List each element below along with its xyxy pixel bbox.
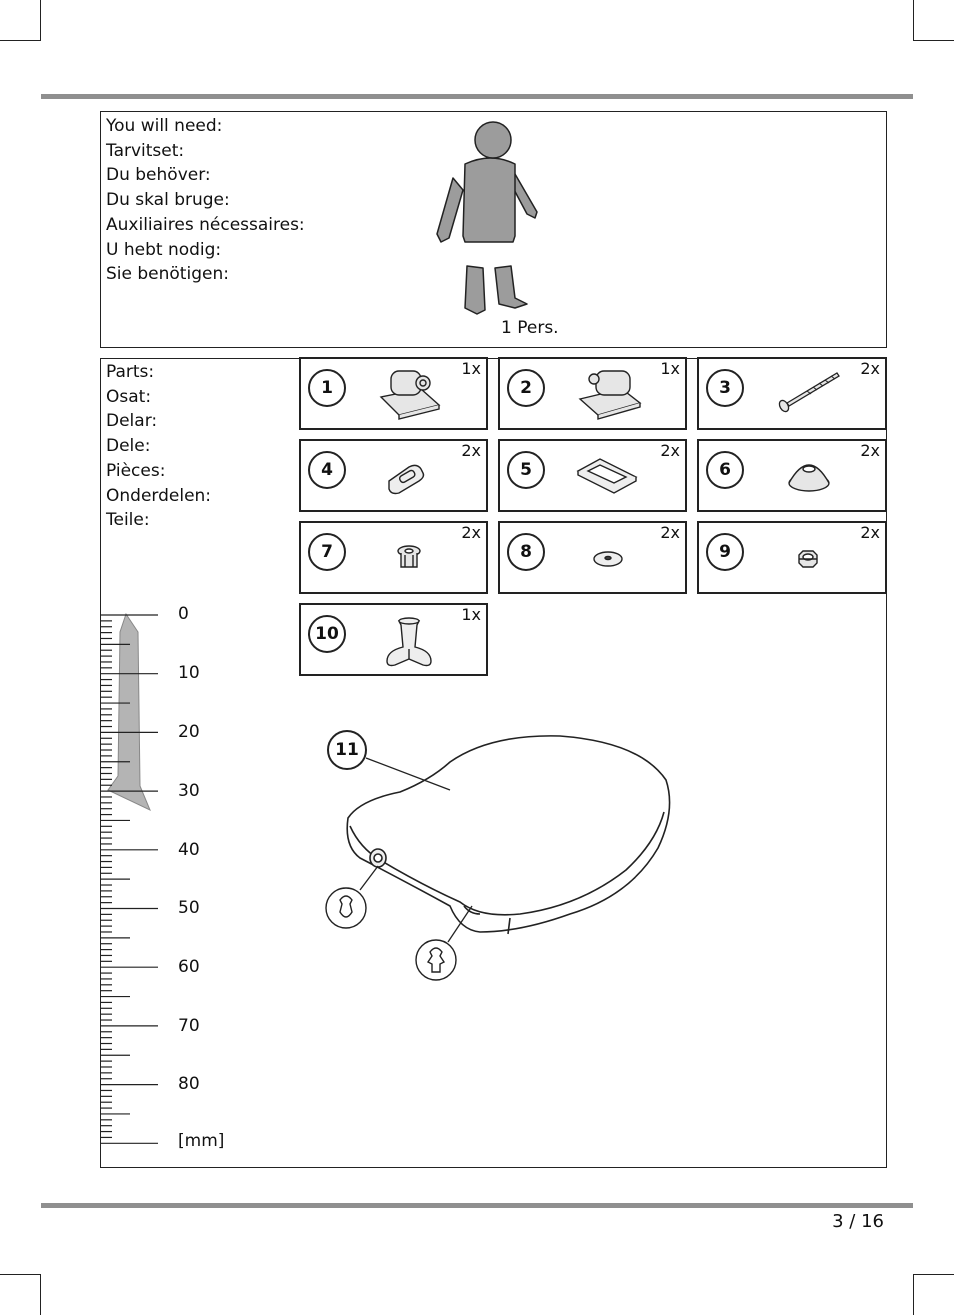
parts-line: Osat: xyxy=(106,386,152,407)
person-icon xyxy=(431,118,551,318)
req-line: Du skal bruge: xyxy=(106,190,230,211)
parts-line: Onderdelen: xyxy=(106,485,212,506)
part-number: 6 xyxy=(706,451,744,489)
part-quantity: 1x xyxy=(461,359,481,378)
page-number: 3 / 16 xyxy=(832,1211,884,1232)
crop-mark xyxy=(913,40,954,41)
part-card xyxy=(299,357,488,430)
req-line: Sie benötigen: xyxy=(106,264,229,285)
part-card xyxy=(697,357,887,430)
requirements-text xyxy=(106,114,305,287)
person-label: 1 Pers. xyxy=(501,318,559,338)
flat-washer-icon xyxy=(560,525,670,591)
crop-mark xyxy=(0,40,41,41)
part-card xyxy=(299,603,488,676)
bolt-icon xyxy=(759,361,869,427)
ruler-label: 20 xyxy=(178,722,200,742)
parts-line: Teile: xyxy=(106,510,150,531)
part-card xyxy=(299,439,488,512)
rubber-pad-icon xyxy=(560,443,670,509)
part-quantity: 1x xyxy=(461,605,481,624)
part-quantity: 2x xyxy=(860,523,880,542)
part-quantity: 2x xyxy=(860,359,880,378)
parts-text xyxy=(106,360,211,533)
bottom-rule xyxy=(41,1203,913,1208)
ruler-label: 50 xyxy=(178,898,200,918)
hex-nut-icon xyxy=(759,525,869,591)
part-quantity: 1x xyxy=(660,359,680,378)
req-line: You will need: xyxy=(106,116,223,136)
expansion-plug-icon xyxy=(361,525,471,591)
part-quantity: 2x xyxy=(660,523,680,542)
crop-mark xyxy=(0,1274,41,1275)
ruler-label: 40 xyxy=(178,840,200,860)
toilet-seat-illustration xyxy=(320,700,680,990)
ruler-label: 70 xyxy=(178,1016,200,1036)
ruler-label: 0 xyxy=(178,604,189,624)
part-card xyxy=(697,521,887,594)
ruler-label: 10 xyxy=(178,663,200,683)
ruler-label: 30 xyxy=(178,781,200,801)
cone-washer-icon xyxy=(759,443,869,509)
part-card xyxy=(498,439,687,512)
part-number: 8 xyxy=(507,533,545,571)
parts-line: Dele: xyxy=(106,436,151,457)
part-card xyxy=(299,521,488,594)
parts-line: Delar: xyxy=(106,411,158,432)
req-line: Auxiliaires nécessaires: xyxy=(106,214,305,235)
crop-mark xyxy=(913,0,914,41)
crop-mark xyxy=(40,1274,41,1315)
req-line: Du behöver: xyxy=(106,165,211,186)
part-number: 3 xyxy=(706,369,744,407)
requirements-box xyxy=(100,111,887,348)
part-number: 1 xyxy=(308,369,346,407)
part-card xyxy=(498,357,687,430)
part-quantity: 2x xyxy=(461,441,481,460)
wing-key-icon xyxy=(361,607,471,673)
ruler-label: 80 xyxy=(178,1074,200,1094)
hinge-left-icon xyxy=(361,361,471,427)
ruler-label: 60 xyxy=(178,957,200,977)
parts-line: Pièces: xyxy=(106,460,166,481)
req-line: Tarvitset: xyxy=(106,140,185,161)
part-card xyxy=(498,521,687,594)
part-number: 10 xyxy=(308,615,346,653)
part-number: 5 xyxy=(507,451,545,489)
parts-line: Parts: xyxy=(106,362,155,382)
washer-oval-icon xyxy=(361,443,471,509)
hinge-right-icon xyxy=(560,361,670,427)
crop-mark xyxy=(40,0,41,41)
part-number: 2 xyxy=(507,369,545,407)
part-quantity: 2x xyxy=(660,441,680,460)
crop-mark xyxy=(913,1274,954,1275)
part-number: 7 xyxy=(308,533,346,571)
part-number: 11 xyxy=(327,730,367,770)
req-line: U hebt nodig: xyxy=(106,239,222,260)
screw-silhouette-icon xyxy=(108,614,150,810)
part-quantity: 2x xyxy=(461,523,481,542)
part-number: 9 xyxy=(706,533,744,571)
ruler-label: [mm] xyxy=(178,1131,225,1151)
mm-ruler xyxy=(100,600,170,1155)
top-rule xyxy=(41,94,913,99)
part-number: 4 xyxy=(308,451,346,489)
part-quantity: 2x xyxy=(860,441,880,460)
part-card xyxy=(697,439,887,512)
crop-mark xyxy=(913,1274,914,1315)
